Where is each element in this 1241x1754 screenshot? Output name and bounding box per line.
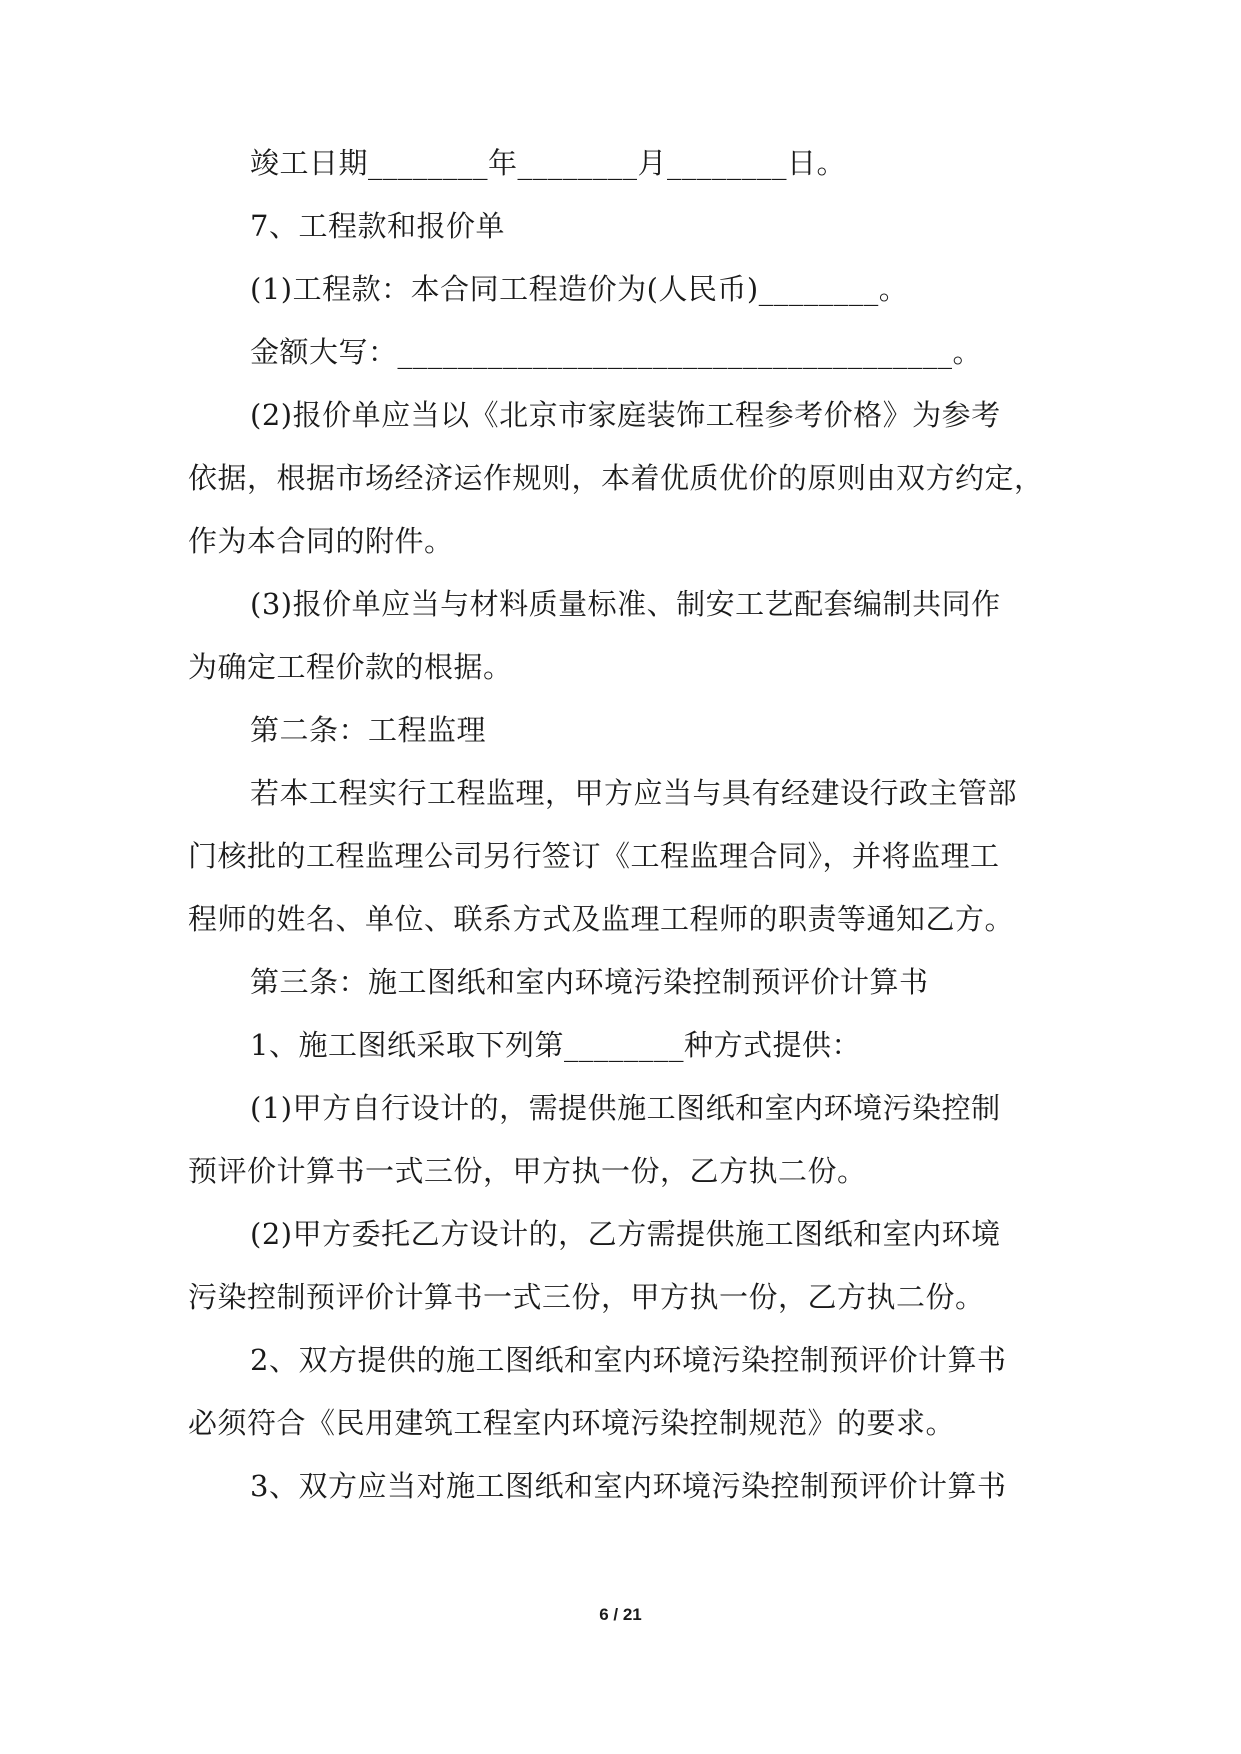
text-line-amount-in-words: 金额大写：_____________________________________。 — [250, 335, 983, 369]
text-line-completion-date: 竣工日期________年________月________日。 — [250, 146, 847, 180]
text-line-option-1-b: 预评价计算书一式三份，甲方执一份，乙方执二份。 — [188, 1154, 867, 1188]
text-line-quote-standard-2: 为确定工程价款的根据。 — [188, 650, 513, 684]
text-line-supervision-1: 若本工程实行工程监理，甲方应当与具有经建设行政主管部 — [250, 776, 1018, 810]
page-number: 6 / 21 — [599, 1605, 642, 1624]
text-line-option-2-b: 污染控制预评价计算书一式三份，甲方执一份，乙方执二份。 — [188, 1280, 985, 1314]
text-line-quote-basis-1: (2)报价单应当以《北京市家庭装饰工程参考价格》为参考 — [250, 398, 1001, 432]
text-line-clause-2-b: 必须符合《民用建筑工程室内环境污染控制规范》的要求。 — [188, 1406, 956, 1440]
text-line-clause-2-a: 2、双方提供的施工图纸和室内环境污染控制预评价计算书 — [250, 1343, 1007, 1377]
text-line-article-3-heading: 第三条：施工图纸和室内环境污染控制预评价计算书 — [250, 965, 929, 999]
text-line-article-2-heading: 第二条：工程监理 — [250, 713, 487, 747]
text-line-quote-basis-3: 作为本合同的附件。 — [188, 524, 454, 558]
text-line-quote-standard-1: (3)报价单应当与材料质量标准、制安工艺配套编制共同作 — [250, 587, 1001, 621]
text-line-supervision-2: 门核批的工程监理公司另行签订《工程监理合同》，并将监理工 — [188, 839, 1000, 873]
text-line-quote-basis-2: 依据，根据市场经济运作规则，本着优质优价的原则由双方约定， — [188, 461, 1044, 495]
text-line-contract-price: (1)工程款：本合同工程造价为(人民币)________。 — [250, 272, 909, 306]
text-line-section-7-heading: 7、工程款和报价单 — [250, 209, 505, 243]
text-line-option-2-a: (2)甲方委托乙方设计的，乙方需提供施工图纸和室内环境 — [250, 1217, 1001, 1251]
text-line-clause-3-a: 3、双方应当对施工图纸和室内环境污染控制预评价计算书 — [250, 1469, 1007, 1503]
text-line-option-1-a: (1)甲方自行设计的，需提供施工图纸和室内环境污染控制 — [250, 1091, 1001, 1125]
text-line-supervision-3: 程师的姓名、单位、联系方式及监理工程师的职责等通知乙方。 — [188, 902, 1015, 936]
text-line-drawings-method: 1、施工图纸采取下列第________种方式提供： — [250, 1028, 861, 1062]
